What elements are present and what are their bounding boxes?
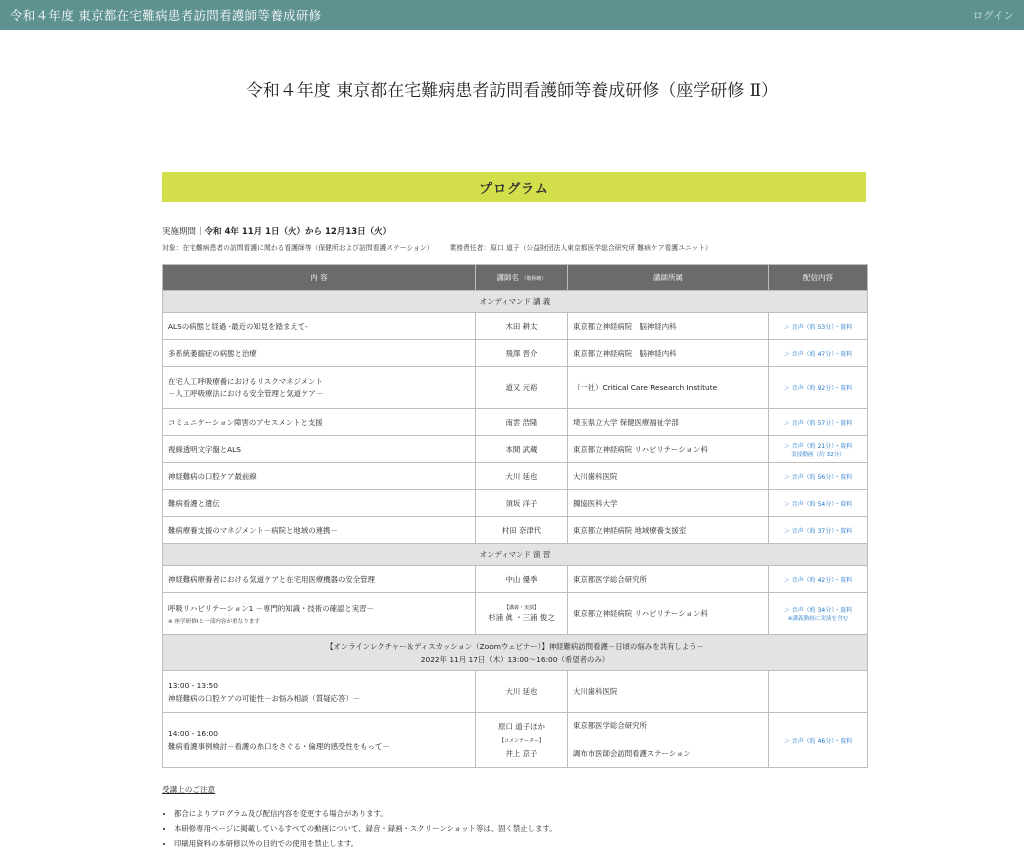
delivery-link[interactable]: ＞ 音声（約 54分）・資料 [783, 500, 853, 508]
section-lecture: オンディマンド 講 義 [163, 291, 868, 313]
delivery-link[interactable]: ＞ 音声（約 92分）・資料 [783, 385, 853, 392]
period-label: 実施期間｜ [162, 227, 205, 237]
list-item: • 本研修専用ページに掲載しているすべての動画について、録音・録画・スクリーンショット等は、固く禁止します。 [174, 821, 557, 836]
period [162, 225, 391, 237]
page-title: 令和４年度 東京都在宅難病患者訪問看護師等養成研修（座学研修 Ⅱ） [245, 81, 779, 101]
delivery-link[interactable]: ＞ 音声（約 42分）・資料 [783, 576, 853, 584]
list-item: • 都合によりプログラム及び配信内容を変更する場合があります。 [174, 806, 557, 821]
table-row: 多系統萎縮症の病態と治療 飛澤 晋介 東京都立神経病院 脳神経内科 ＞ 音声（約 47分）・資料 [163, 340, 868, 367]
target-line [162, 242, 866, 252]
delivery-link[interactable]: ＞ 音声（約 53分）・資料 [783, 323, 853, 331]
section-exercise: オンディマンド 演 習 [163, 544, 868, 566]
table-row: 難病看護と遺伝 須坂 洋子 獨協医科大学 ＞ 音声（約 54分）・資料 [163, 490, 868, 517]
header-content: 内 容 [163, 265, 476, 291]
site-brand[interactable]: 令和４年度 東京都在宅難病患者訪問看護師等養成研修 [10, 8, 322, 23]
table-row: 神経難病の口腔ケア最前線 大川 延也 大川歯科医院 ＞ 音声（約 56分）・資料 [163, 463, 868, 490]
delivery-link[interactable]: ＞ 音声（約 57分）・資料 [783, 419, 853, 427]
program-banner: プログラム [162, 172, 866, 202]
header-affiliation: 講師所属 [568, 265, 769, 291]
delivery-link[interactable]: ＞ 音声（約 56分）・資料 [783, 473, 853, 481]
top-bar [0, 0, 1024, 30]
table-row: 神経難病療養者における気道ケアと在宅用医療機器の安全管理 中山 優季 東京都医学総合研究所 ＞ 音声（約 42分）・資料 [163, 566, 868, 593]
notes-list [162, 806, 557, 851]
list-item: • 印刷用資料の本研修以外の目的での使用を禁止します。 [174, 836, 557, 851]
delivery-link[interactable]: ＞ 音声（約 21分）・資料 [783, 442, 853, 450]
table-row: コミュニケーション障害のアセスメントと支援 南雲 浩隆 埼玉県立大学 保健医療福祉学部 ＞ 音声（約 57分）・資料 [163, 409, 868, 436]
target-text: 対象：在宅難病患者の訪問看護に関わる看護師等（保健所および訪問看護ステーション） [162, 244, 434, 252]
table-row: 難病療養支援のマネジメント－病院と地域の連携－ 村田 奈津代 東京都立神経病院 地域療養支援室 ＞ 音声（約 37分）・資料 [163, 517, 868, 544]
delivery-link[interactable]: ＞ 音声（約 37分）・資料 [783, 527, 853, 535]
table-row: 在宅人工呼吸療養におけるリスクマネジメント －人工呼吸療法における安全管理と気道ケア－ 道又 元裕 （一社）Critical Care Research Institute ＞ 音声（約 92分）・資料 [163, 367, 868, 409]
header-lecturer: 講師名 （敬称略） [476, 265, 568, 291]
period-value: 令和 4年 11月 1日（火）から 12月13日（火） [204, 227, 392, 237]
delivery-link[interactable]: ＞ 音声（約 34分）・資料 [783, 607, 853, 614]
table-header [163, 265, 868, 291]
program-table [162, 264, 868, 768]
notes-title: 受講上のご注意 [162, 785, 216, 794]
delivery-link[interactable]: ＞ 音声（約 46分）・資料 [783, 737, 853, 745]
responsible-text: 業務責任者：原口 道子（公益財団法人東京都医学総合研究所 難病ケア看護ユニット） [449, 244, 712, 252]
table-row: 13:00 - 13:50 神経難病の口腔ケアの可能性－お悩み相談（質疑応答）－ 大川 延也 大川歯科医院 [163, 671, 868, 713]
table-row: ALSの病態と経過 -最近の知見を踏まえて- 木田 耕太 東京都立神経病院 脳神経内科 ＞ 音声（約 53分）・資料 [163, 313, 868, 340]
delivery-note: ※講義動画に実演を含む [787, 616, 849, 622]
delivery-link[interactable]: ＞ 音声（約 47分）・資料 [783, 350, 853, 358]
section-online: 【オンラインレクチャー＆ディスカッション（Zoomウェビナー）】神経難病訪問看護－日頃の悩みを共有しよう－ 2022年 11月 17日（木）13:00～16:00（希望者のみ） [163, 635, 868, 671]
video-link[interactable]: 実技動画（約 32分） [791, 451, 845, 458]
login-link[interactable]: ログイン [972, 9, 1014, 22]
table-row: 視線透明文字盤とALS 本間 武蔵 東京都立神経病院 リハビリテーション科 ＞ 音声（約 21分）・資料 実技動画（約 32分） [163, 436, 868, 463]
table-row: 呼吸リハビリテーション1 －専門的知識・技術の確認と実習－ ※ 座学研修Ⅰと一部内容が重なります 【講義・実演】 杉浦 眞 ・三浦 俊之 東京都立神経病院 リハビリテーション科 ＞ 音声（約 34分）・資料 ※講義動画に実演を含む [163, 593, 868, 635]
header-delivery: 配信内容 [769, 265, 868, 291]
table-row: 14:00 - 16:00 難病看護事例検討－看護の糸口をさぐる・倫理的感受性をもって－ 原口 道子ほか 【コメンテーター】 井上 京子 東京都医学総合研究所 調布市医師会訪問看護ステーション ＞ 音声（約 46分）・資料 [163, 713, 868, 768]
